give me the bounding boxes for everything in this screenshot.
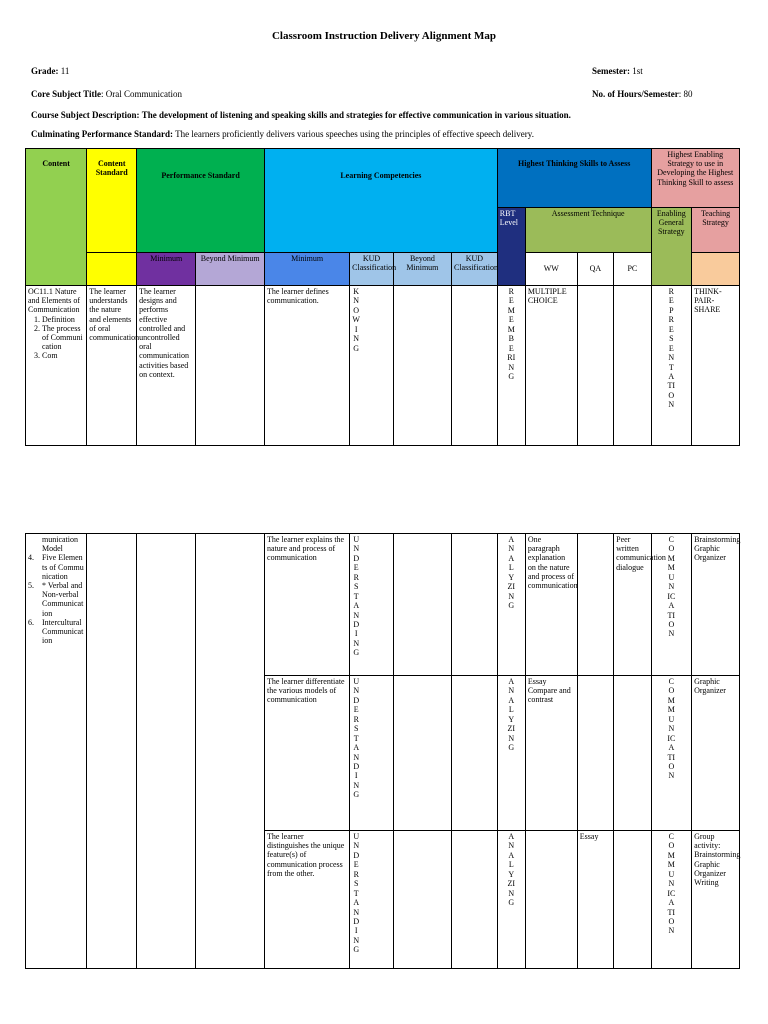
list-item: 1. Definition bbox=[42, 315, 84, 324]
row2-kud: UNDERSTANDING bbox=[353, 535, 360, 658]
header-highest-thinking: Highest Thinking Skills to Assess bbox=[497, 149, 651, 208]
header-ps-minimum: Minimum bbox=[137, 253, 196, 286]
list-item: 6. Intercultural Communication bbox=[28, 617, 84, 646]
row4-enabling: COMMUNICATION bbox=[667, 832, 676, 936]
row3-pc bbox=[614, 676, 651, 831]
row2-competency: The learner explains the nature and process of communication bbox=[265, 534, 350, 676]
semester-line bbox=[592, 66, 643, 76]
row1-content-code: OC11.1 Nature and Elements of Communication bbox=[28, 287, 80, 315]
core-subject-line bbox=[31, 89, 182, 99]
row4-ww bbox=[525, 831, 577, 969]
row2-qa bbox=[577, 534, 613, 676]
culminating-value: The learners proficiently delivers various speeches using the principles of effective speech delivery. bbox=[175, 129, 534, 139]
row4-rbt: ANALYZING bbox=[507, 832, 516, 908]
header-performance-standard: Performance Standard bbox=[137, 149, 265, 253]
row3-enabling: COMMUNICATION bbox=[667, 677, 676, 781]
semester-label: Semester: bbox=[592, 66, 630, 76]
hours-line bbox=[592, 89, 693, 99]
grade-value: 11 bbox=[60, 66, 70, 76]
page2-topics-cell bbox=[26, 534, 87, 969]
description-label: Course Subject Description: bbox=[31, 110, 140, 120]
grade-label: Grade: bbox=[31, 66, 59, 76]
header-rbt-level: RBT Level bbox=[497, 208, 525, 286]
header-learning-competencies: Learning Competencies bbox=[264, 149, 497, 253]
list-item: 2. The process of Communication bbox=[42, 324, 84, 352]
row1-teaching: THINK-PAIR-SHARE bbox=[692, 286, 740, 446]
header-lc-minimum: Minimum bbox=[264, 253, 349, 286]
alignment-table-page1 bbox=[25, 148, 740, 446]
culminating-line bbox=[31, 129, 534, 139]
row4-kud: UNDERSTANDING bbox=[353, 832, 360, 955]
header-ps-beyond: Beyond Minimum bbox=[196, 253, 265, 286]
hours-label: No. of Hours/Semester bbox=[592, 89, 679, 99]
header-enabling-general: Enabling General Strategy bbox=[651, 208, 692, 286]
row2-rbt: ANALYZING bbox=[507, 535, 516, 611]
culminating-label: Culminating Performance Standard: bbox=[31, 129, 173, 139]
header-lc-kud1: KUD Classification bbox=[350, 253, 394, 286]
row4-competency: The learner distinguishes the unique feature(s) of communication process from the other. bbox=[265, 831, 350, 969]
table-row bbox=[26, 286, 740, 446]
row1-kud: KNOWING bbox=[352, 287, 360, 353]
alignment-table-page2 bbox=[25, 533, 740, 969]
header-qa: QA bbox=[577, 253, 613, 286]
row2-enabling: COMMUNICATION bbox=[667, 535, 676, 639]
row1-rbt: REMEMBERING bbox=[507, 287, 516, 381]
row4-pc bbox=[614, 831, 651, 969]
row4-qa: Essay bbox=[577, 831, 613, 969]
description-value: The development of listening and speaking skills and strategies for effective communication in various situation. bbox=[141, 110, 571, 120]
description-line bbox=[31, 110, 571, 120]
header-highest-enabling: Highest Enabling Strategy to use in Developing the Highest Thinking Skill to assess bbox=[651, 149, 739, 208]
row1-ww: MULTIPLE CHOICE bbox=[525, 286, 577, 446]
row3-ww: Essay Compare and contrast bbox=[525, 676, 577, 831]
hours-value: : 80 bbox=[678, 89, 693, 99]
row3-competency: The learner differentiate the various models of communication bbox=[265, 676, 350, 831]
header-assessment-technique: Assessment Technique bbox=[525, 208, 651, 253]
row1-performance-standard: The learner designs and performs effective controlled and uncontrolled oral communication activities based on context. bbox=[137, 286, 196, 446]
row2-teaching: Brainstorming Graphic Organizer bbox=[692, 534, 740, 676]
row1-content-cell bbox=[26, 286, 87, 446]
header-teaching-strategy: Teaching Strategy bbox=[692, 208, 740, 253]
header-ww: WW bbox=[525, 253, 577, 286]
row4-teaching: Group activity: Brainstorming Graphic Organizer Writing bbox=[692, 831, 740, 969]
table-row bbox=[26, 534, 740, 676]
row3-kud: UNDERSTANDING bbox=[353, 677, 360, 800]
header-lc-beyond: Beyond Minimum bbox=[393, 253, 451, 286]
header-content: Content bbox=[26, 149, 87, 286]
row1-competency: The learner defines communication. bbox=[264, 286, 349, 446]
row1-content-standard: The learner understands the nature and elements of oral communication bbox=[87, 286, 137, 446]
row1-topic-list bbox=[28, 315, 84, 361]
document-title: Classroom Instruction Delivery Alignment Map bbox=[271, 30, 497, 42]
row1-enabling: REPRESENTATION bbox=[667, 287, 676, 410]
row3-rbt: ANALYZING bbox=[507, 677, 516, 753]
list-item: 3. Com bbox=[42, 351, 84, 360]
list-item: 4. Five Elements of Communication bbox=[28, 553, 84, 581]
row2-pc: Peer written communication dialogue bbox=[614, 534, 651, 676]
header-content-standard: Content Standard bbox=[87, 149, 137, 253]
row3-qa bbox=[577, 676, 613, 831]
core-subject-value: : Oral Communication bbox=[101, 89, 182, 99]
grade-line bbox=[31, 66, 69, 76]
semester-value: 1st bbox=[632, 66, 643, 76]
header-pc: PC bbox=[614, 253, 651, 286]
core-subject-label: Core Subject Title bbox=[31, 89, 101, 99]
list-item: munication Model bbox=[42, 535, 78, 554]
header-lc-kud2: KUD Classification bbox=[452, 253, 498, 286]
list-item: 5. * Verbal and Non-verbal Communication bbox=[28, 580, 84, 618]
row2-ww: One paragraph explanation on the nature and process of communication bbox=[525, 534, 577, 676]
row3-teaching: Graphic Organizer bbox=[692, 676, 740, 831]
